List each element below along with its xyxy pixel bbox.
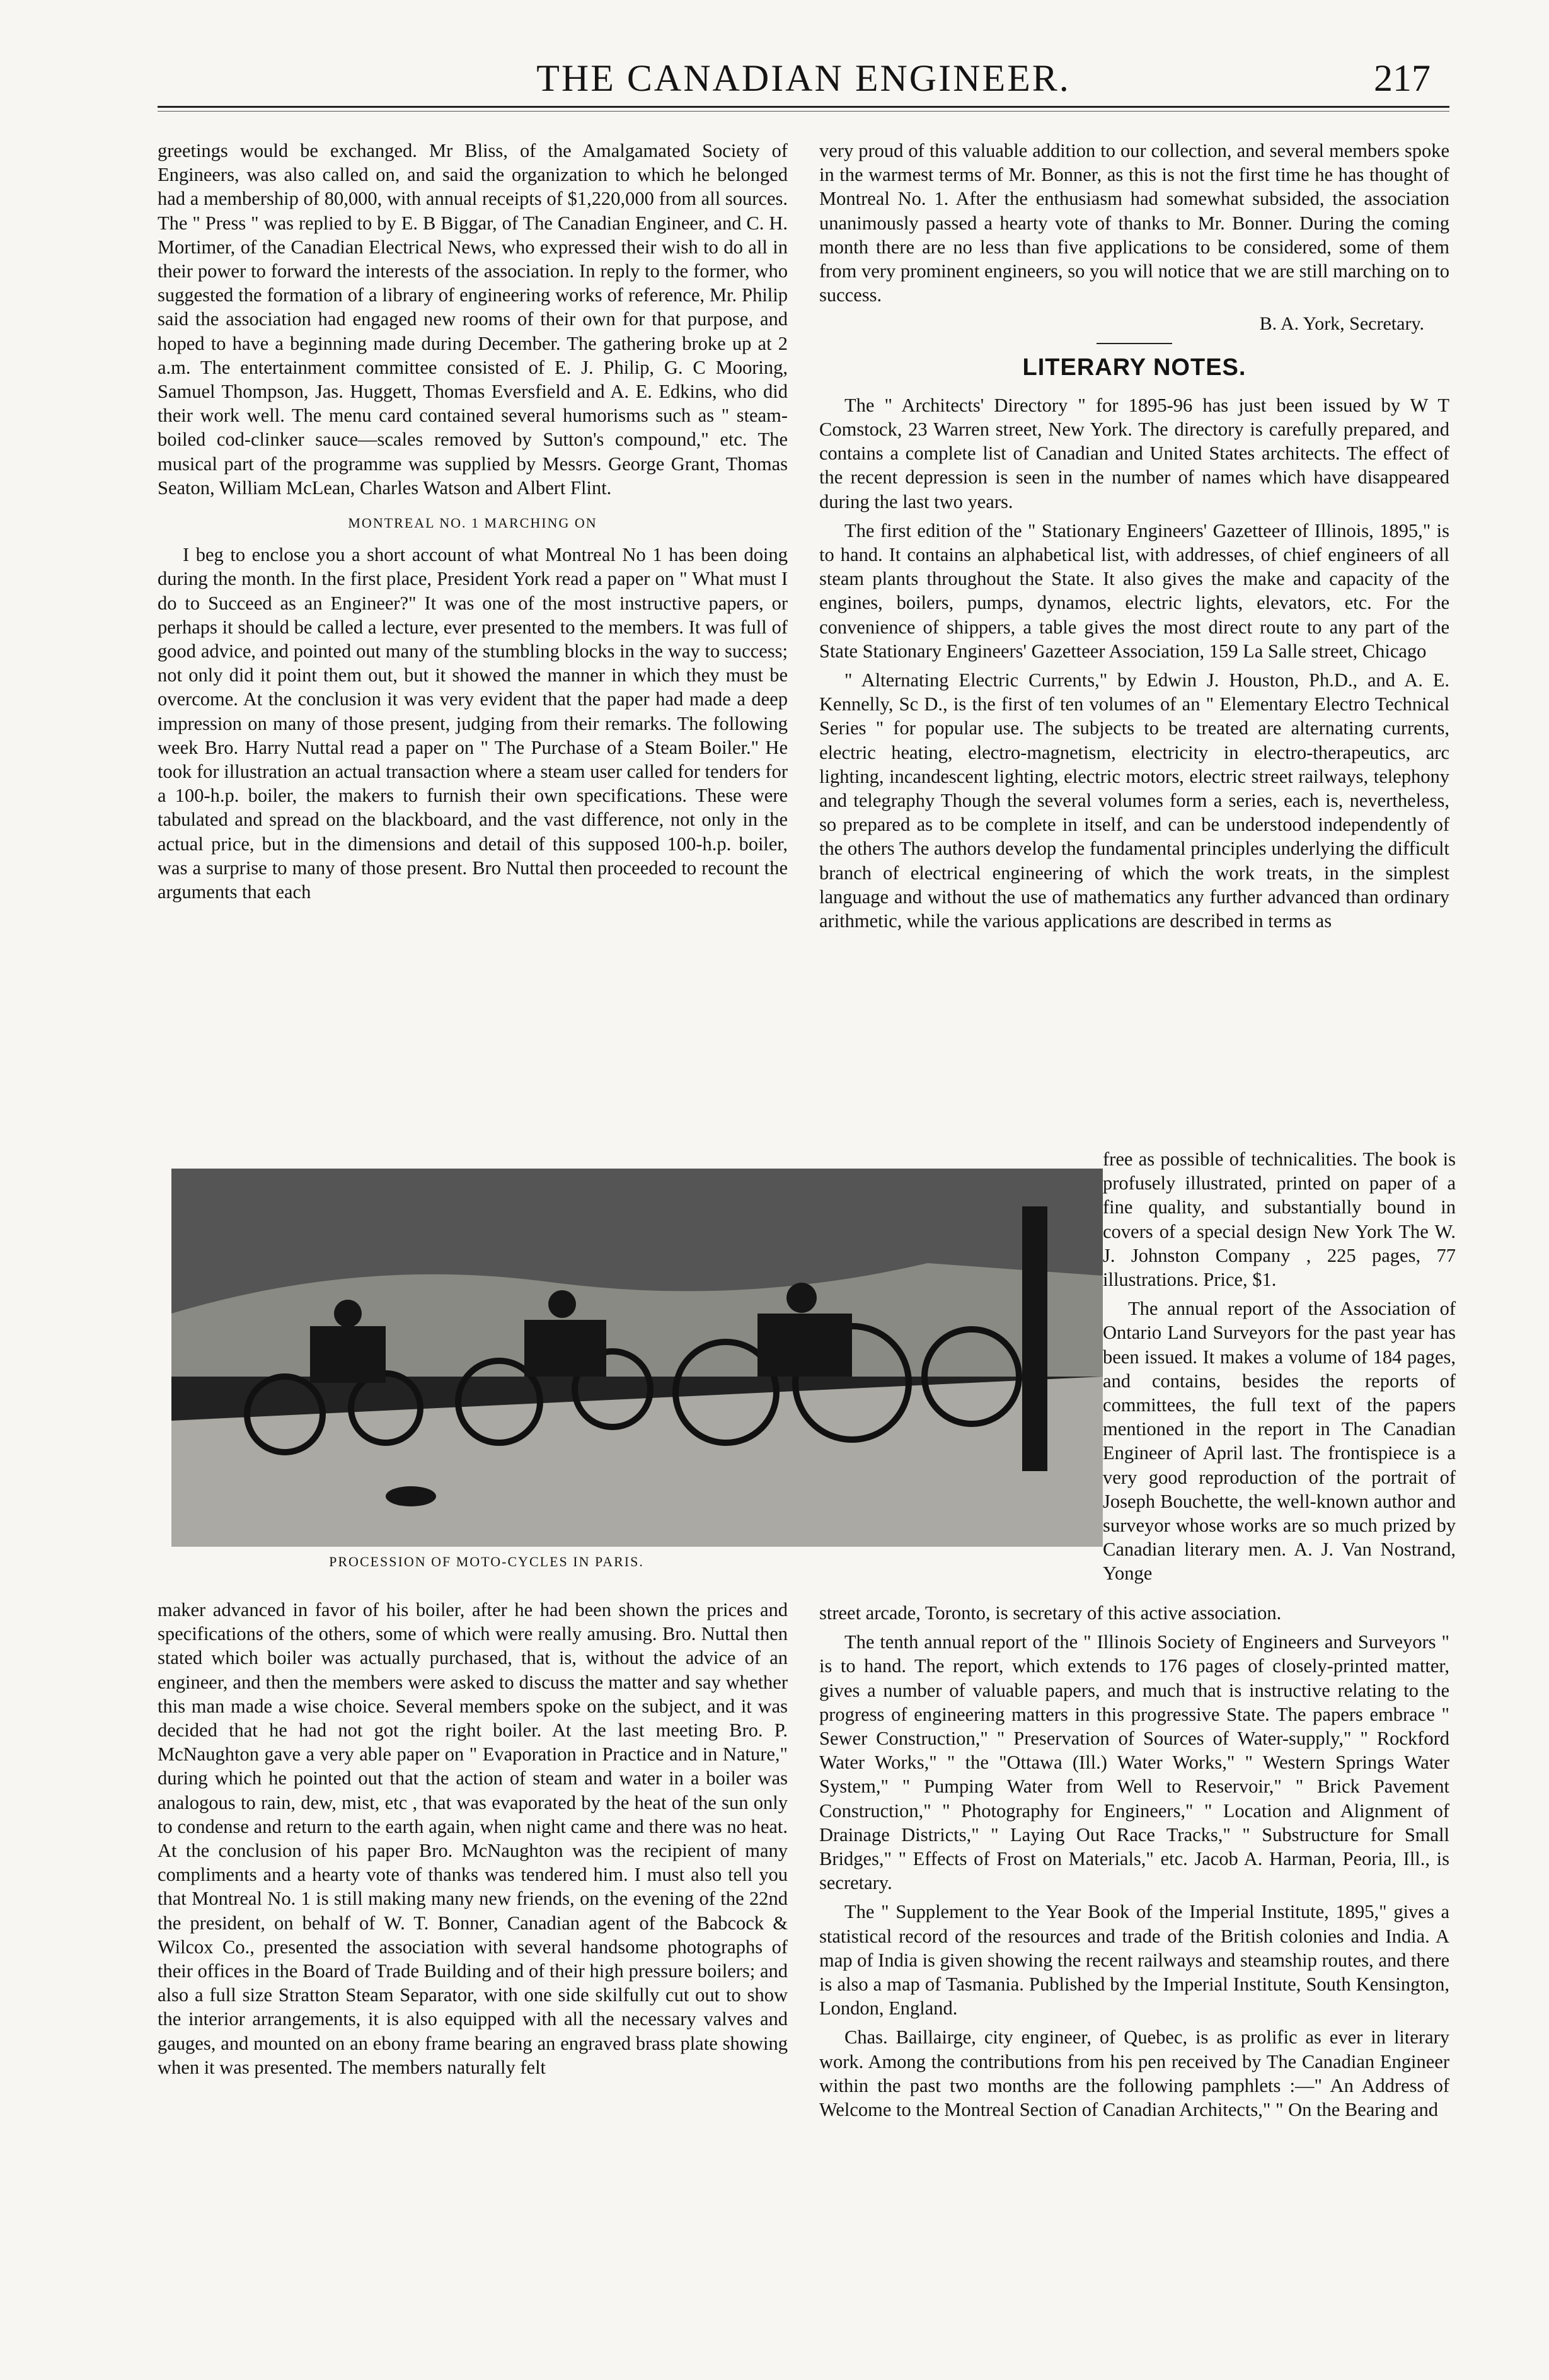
paragraph: The annual report of the Association of Ontario Land Surveyors for the past year has been issued. It makes a volume of 184 pages, and contains, besides the reports of committees, the full text of the papers mentioned in the report in The Canadian Engineer of April last. The frontispiece is a very good reproduction of the portrait of Joseph Bouchette, the well-known author and surveyor whose works are so much prized by Canadian literary men. A. J. Van Nostrand, Yonge bbox=[1103, 1298, 1456, 1585]
paragraph: The first edition of the " Stationary Engineers' Gazetteer of Illinois, 1895," is to hand. It contains an alphabetical list, with addresses, of chief engineers of all steam plants throughout the State. It also gives the make and capacity of the engines, boilers, pumps, dynamos, electric lights, elevators, etc. For the convenience of shippers, a table gives the most direct route to any part of the State Stationary Engineers' Gazetteer Association, 159 La Salle street, Chicago bbox=[819, 519, 1449, 662]
signature: B. A. York, Secretary. bbox=[1259, 313, 1424, 335]
right-lower-column bbox=[819, 1601, 1449, 2127]
header-rule bbox=[158, 106, 1449, 108]
paragraph: The " Supplement to the Year Book of the Imperial Institute, 1895," gives a statistical record of the resources and trade of the British colonies and India. A map of India is given showing the recent railways and steamship routes, and there is also a map of Tasmania. Published by the Imperial Institute, South Kensington, London, England. bbox=[819, 1901, 1449, 2019]
photo-figure bbox=[171, 1169, 1103, 1547]
moto-cycle-photo bbox=[171, 1169, 1103, 1547]
page-header bbox=[158, 50, 1449, 120]
paragraph: very proud of this valuable addition to our collection, and several members spoke in the warmest terms of Mr. Bonner, as this is not the first time he has thought of Montreal No. 1. After the enthusiasm had somewhat subsided, the association unanimously passed a hearty vote of thanks to Mr. Bonner. During the coming month there are no less than five applications to be considered, some of them from very prominent engineers, so you will notice that we are still marching on to success. bbox=[819, 140, 1449, 306]
right-column bbox=[819, 139, 1449, 938]
paragraph: street arcade, Toronto, is secretary of this active association. bbox=[819, 1602, 1282, 1624]
subheading: MONTREAL NO. 1 MARCHING ON bbox=[348, 515, 597, 531]
left-column bbox=[158, 139, 788, 909]
paragraph: The " Architects' Directory " for 1895-96 has just been issued by W T Comstock, 23 Warren street, New York. The directory is carefully prepared, and contains a complete list of Canadian and United States architects. The effect of the recent depression is seen in the number of names which have disappeared during the last two years. bbox=[819, 394, 1449, 512]
paragraph: greetings would be exchanged. Mr Bliss, of the Amalgamated Society of Engineers, was also called on, and said the organization to which he belonged had a membership of 80,000, with annual receipts of $1,220,000 from all sources. The " Press " was replied to by E. B Biggar, of The Canadian Engineer, and C. H. Mortimer, of the Canadian Electrical News, who expressed their wish to do all in their power to forward the interests of the association. In reply to the former, who suggested the formation of a library of engineering works of reference, Mr. Philip said the association had engaged new rooms of their own for that purpose, and hoped to have a beginning made during December. The gathering broke up at 2 a.m. The entertainment committee consisted of E. J. Philip, G. C Mooring, Samuel Thompson, Jas. Huggett, Thomas Eversfield and A. E. Edkins, who did their work well. The menu card contained several humorisms such as " steam-boiled cod-clinker sauce—scales removed by Sutton's compound," etc. The musical part of the programme was supplied by Messrs. George Grant, Thomas Seaton, William McLean, Charles Watson and Albert Flint. bbox=[158, 140, 788, 499]
left-lower-column bbox=[158, 1598, 788, 2084]
paragraph: The tenth annual report of the " Illinois Society of Engineers and Surveyors " is to hand. The report, which extends to 176 pages of closely-printed matter, gives a number of valuable papers, and much that is instructive relating to the progress of engineering matters in this progressive State. The papers embrace " Sewer Construction," " Preservation of Sources of Water-supply," " Rockford Water Works," " the "Ottawa (Ill.) Water Works," " Western Springs Water System," " Pumping Water from Well to Reservoir," " Brick Pavement Construction," " Photography for Engineers," " Location and Alignment of Drainage Districts," " Laying Out Race Tracks," " Substructure for Small Bridges," " Effects of Frost on Materials," etc. Jacob A. Harman, Peoria, Ill., is secretary. bbox=[819, 1631, 1449, 1894]
wrap-column bbox=[1103, 1147, 1456, 1591]
figure-caption: PROCESSION OF MOTO-CYCLES IN PARIS. bbox=[329, 1554, 644, 1569]
journal-title: THE CANADIAN ENGINEER. bbox=[536, 57, 1071, 99]
page-number: 217 bbox=[1374, 57, 1431, 99]
paragraph: I beg to enclose you a short account of what Montreal No 1 has been doing during the month. In the first place, President York read a paper on " What must I do to Succeed as an Engineer?" It was one of the most instructive papers, or perhaps it should be called a lecture, ever presented to the members. It was full of good advice, and pointed out many of the stumbling blocks in the way to success; not only did it point them out, but it showed the manner in which they must be overcome. At the conclusion it was very evident that the paper had made a deep impression on many of those present, judging from their remarks. The following week Bro. Harry Nuttal read a paper on " The Purchase of a Steam Boiler." He took for illustration an actual transaction where a steam user called for tenders for a 100-h.p. boiler, the makers to furnish their own specifications. These were tabulated and spread on the blackboard, and the vast difference, not only in the actual price, but in the dimensions and detail of this supposed 100-h.p. boiler, was a surprise to many of those present. Bro Nuttal then proceeded to recount the arguments that each bbox=[158, 544, 788, 903]
paragraph: free as possible of technicalities. The book is profusely illustrated, printed on paper of a fine quality, and substantially bound in covers of a special design New York The W. J. Johnston Company , 225 pages, 77 illustrations. Price, $1. bbox=[1103, 1148, 1456, 1291]
paragraph: Chas. Baillairge, city engineer, of Quebec, is as prolific as ever in literary work. Among the contributions from his pen received by The Canadian Engineer within the past two months are the following pamphlets :—" An Address of Welcome to the Montreal Section of Canadian Architects," " On the Bearing and bbox=[819, 2026, 1449, 2121]
paragraph: maker advanced in favor of his boiler, after he had been shown the prices and specifications of the others, some of which were really amusing. Bro. Nuttal then stated which boiler was actually purchased, that is, without the advice of an engineer, and then the members were asked to discuss the matter and say whether this man made a wise choice. Several members spoke on the subject, and it was decided that he had not got the right boiler. At the last meeting Bro. P. McNaughton gave a very able paper on " Evaporation in Practice and in Nature," during which he pointed out that the action of steam and water in a boiler was analogous to rain, dew, mist, etc , that was evaporated by the heat of the sun only to condense and return to the earth again, when night came and there was no heat. At the conclusion of his paper Bro. McNaughton was the recipient of many compliments and a hearty vote of thanks was tendered him. I must also tell you that Montreal No. 1 is still making many new friends, on the evening of the 22nd the president, on behalf of W. T. Bonner, Canadian agent of the Babcock & Wilcox Co., presented the association with several handsome photographs of their offices in the Board of Trade Building and of their high pressure boilers; and also a full size Stratton Steam Separator, with one side skilfully cut out to show the interior arrangements, it is also equipped with all the necessary valves and gauges, and mounted on an ebony frame bearing an engraved brass plate showing when it was presented. The members naturally felt bbox=[158, 1599, 788, 2078]
divider bbox=[1097, 343, 1172, 344]
header-rule-thin bbox=[158, 111, 1449, 112]
paragraph: " Alternating Electric Currents," by Edwin J. Houston, Ph.D., and A. E. Kennelly, Sc D., is the first of ten volumes of an " Elementary Electro Technical Series " for popular use. The subjects to be treated are alternating currents, electric heating, electro-magnetism, electricity in electro-therapeutics, arc lighting, incandescent lighting, electric motors, electric street railways, telephony and telegraphy Though the several volumes form a series, each is, nevertheless, so prepared as to be complete in itself, and can be understood independently of the others The authors develop the fundamental principles underlying the difficult branch of electrical engineering of which the work treats, in the simplest language and without the use of mathematics any further advanced than ordinary arithmetic, while the various applications are described in terms as bbox=[819, 669, 1449, 932]
section-heading: LITERARY NOTES. bbox=[1022, 354, 1247, 381]
